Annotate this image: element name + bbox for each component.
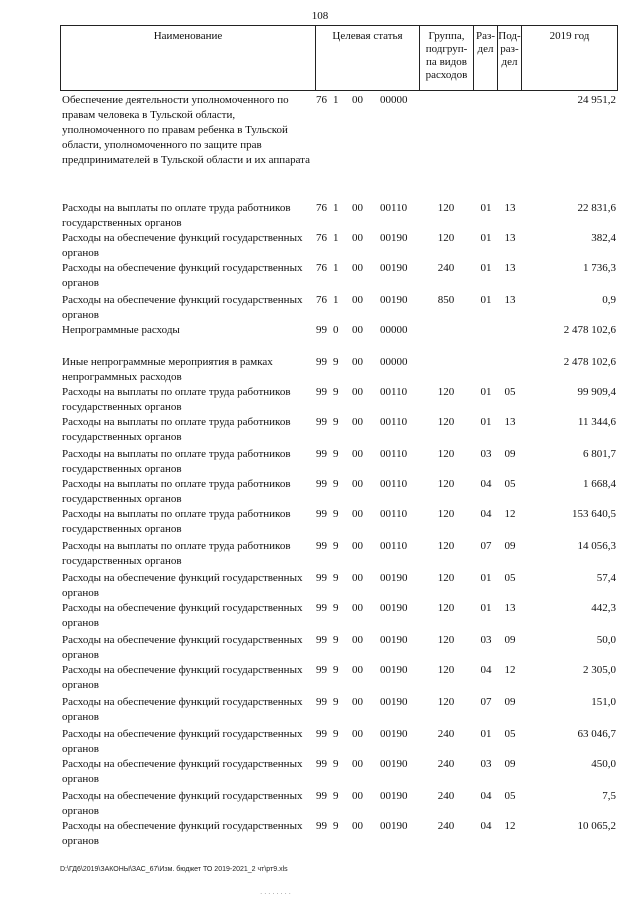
cell-name: Обеспечение деятельности уполномоченного по правам человека в Тульской области, уполномоченного по правам ребенка в Тульской области, уполномоченного по защите прав предпринимателей в Тульской области и их аппарата xyxy=(62,94,310,166)
cell-c3: 00 xyxy=(352,540,363,552)
cell-c3: 00 xyxy=(352,202,363,214)
cell-grp: 120 xyxy=(437,602,455,614)
cell-c1: 99 xyxy=(316,386,327,398)
cell-c2: 9 xyxy=(333,820,339,832)
cell-c1: 99 xyxy=(316,728,327,740)
header-podrazdel-line: Под- xyxy=(498,30,521,42)
header-year: 2019 год xyxy=(521,26,617,90)
cell-grp: 120 xyxy=(437,634,455,646)
cell-c1: 99 xyxy=(316,540,327,552)
cell-rz: 01 xyxy=(480,386,492,398)
cell-c2: 9 xyxy=(333,790,339,802)
cell-amt: 382,4 xyxy=(591,232,616,244)
table-header xyxy=(60,25,618,91)
cell-amt: 0,9 xyxy=(602,294,616,306)
cell-name: Расходы на выплаты по оплате труда работников государственных органов xyxy=(62,448,291,475)
cell-rz: 01 xyxy=(480,262,492,274)
cell-grp: 120 xyxy=(437,696,455,708)
cell-c3: 00 xyxy=(352,356,363,368)
cell-c4: 00190 xyxy=(380,634,408,646)
cell-name: Расходы на обеспечение функций государственных органов xyxy=(62,602,303,629)
cell-amt: 6 801,7 xyxy=(583,448,616,460)
page-number: 108 xyxy=(311,10,329,22)
cell-c3: 00 xyxy=(352,324,363,336)
cell-c2: 9 xyxy=(333,386,339,398)
cell-name: Расходы на выплаты по оплате труда работников государственных органов xyxy=(62,386,291,413)
cell-grp: 240 xyxy=(437,262,455,274)
cell-name: Расходы на обеспечение функций государственных органов xyxy=(62,232,303,259)
cell-c3: 00 xyxy=(352,294,363,306)
header-group-line: расходов xyxy=(425,69,468,81)
cell-c1: 76 xyxy=(316,262,327,274)
cell-rz: 07 xyxy=(480,540,492,552)
cell-grp: 240 xyxy=(437,790,455,802)
cell-amt: 2 305,0 xyxy=(583,664,616,676)
cell-name: Расходы на обеспечение функций государственных органов xyxy=(62,820,303,847)
cell-rz: 04 xyxy=(480,820,492,832)
file-path-footer: D:\ГД6\2019\ЗАКОНЫ\ЗАС_67\Изм. бюджет ТО 2019-2021_2 чт\рт9.xls xyxy=(60,866,288,873)
cell-name: Расходы на выплаты по оплате труда работников государственных органов xyxy=(62,540,291,567)
cell-name: Расходы на выплаты по оплате труда работников государственных органов xyxy=(62,508,291,535)
cell-rz: 01 xyxy=(480,232,492,244)
cell-name: Расходы на выплаты по оплате труда работников государственных органов xyxy=(62,478,291,505)
cell-c2: 9 xyxy=(333,356,339,368)
cell-rz: 04 xyxy=(480,478,492,490)
cell-c3: 00 xyxy=(352,820,363,832)
cell-c4: 00190 xyxy=(380,262,408,274)
cell-pr: 12 xyxy=(504,664,516,676)
cell-c2: 1 xyxy=(333,94,339,106)
cell-c4: 00110 xyxy=(380,202,408,214)
cell-c4: 00190 xyxy=(380,232,408,244)
cell-pr: 05 xyxy=(504,386,516,398)
cell-c2: 9 xyxy=(333,602,339,614)
cell-c1: 99 xyxy=(316,634,327,646)
cell-pr: 05 xyxy=(504,728,516,740)
cell-c2: 9 xyxy=(333,416,339,428)
cell-c4: 00110 xyxy=(380,448,408,460)
header-group-line: подгруп- xyxy=(425,43,468,55)
cell-pr: 12 xyxy=(504,508,516,520)
cell-grp: 240 xyxy=(437,728,455,740)
cell-c3: 00 xyxy=(352,634,363,646)
cell-grp: 120 xyxy=(437,448,455,460)
cell-c2: 0 xyxy=(333,324,339,336)
cell-grp: 120 xyxy=(437,664,455,676)
cell-c4: 00190 xyxy=(380,820,408,832)
cell-c1: 76 xyxy=(316,232,327,244)
cell-c3: 00 xyxy=(352,696,363,708)
cell-c3: 00 xyxy=(352,262,363,274)
cell-rz: 04 xyxy=(480,790,492,802)
cell-c1: 99 xyxy=(316,758,327,770)
cell-c1: 99 xyxy=(316,820,327,832)
cell-rz: 03 xyxy=(480,634,492,646)
cell-pr: 12 xyxy=(504,820,516,832)
cell-amt: 153 640,5 xyxy=(572,508,616,520)
cell-c1: 76 xyxy=(316,202,327,214)
cell-amt: 11 344,6 xyxy=(577,416,616,428)
cell-amt: 1 668,4 xyxy=(583,478,616,490)
cell-c4: 00190 xyxy=(380,696,408,708)
cell-amt: 24 951,2 xyxy=(577,94,616,106)
cell-name: Расходы на обеспечение функций государственных органов xyxy=(62,664,303,691)
cell-c4: 00110 xyxy=(380,386,408,398)
cell-c4: 00190 xyxy=(380,294,408,306)
cell-c2: 9 xyxy=(333,572,339,584)
cell-grp: 240 xyxy=(437,820,455,832)
cell-c3: 00 xyxy=(352,416,363,428)
cell-amt: 14 056,3 xyxy=(577,540,616,552)
cell-name: Расходы на выплаты по оплате труда работников государственных органов xyxy=(62,416,291,443)
header-podrazdel xyxy=(497,26,521,90)
cell-c1: 99 xyxy=(316,478,327,490)
cell-c4: 00110 xyxy=(380,540,408,552)
cell-pr: 13 xyxy=(504,416,516,428)
cell-grp: 850 xyxy=(437,294,455,306)
cell-rz: 01 xyxy=(480,416,492,428)
cell-amt: 57,4 xyxy=(596,572,616,584)
cell-grp: 120 xyxy=(437,386,455,398)
cell-c4: 00190 xyxy=(380,572,408,584)
cell-c2: 9 xyxy=(333,540,339,552)
cell-c1: 99 xyxy=(316,602,327,614)
cell-c1: 99 xyxy=(316,448,327,460)
cell-name: Расходы на обеспечение функций государственных органов xyxy=(62,728,303,755)
cell-c2: 1 xyxy=(333,262,339,274)
header-group xyxy=(419,26,473,90)
cell-amt: 7,5 xyxy=(602,790,616,802)
cell-pr: 05 xyxy=(504,790,516,802)
cell-pr: 13 xyxy=(504,232,516,244)
cell-c2: 9 xyxy=(333,508,339,520)
cell-grp: 120 xyxy=(437,572,455,584)
cell-c1: 76 xyxy=(316,94,327,106)
header-group-line: па видов xyxy=(426,56,467,68)
cell-c4: 00110 xyxy=(380,508,408,520)
cell-pr: 05 xyxy=(504,572,516,584)
cell-c2: 9 xyxy=(333,758,339,770)
cell-c4: 00110 xyxy=(380,478,408,490)
cell-name: Расходы на обеспечение функций государственных органов xyxy=(62,696,303,723)
cell-amt: 1 736,3 xyxy=(583,262,616,274)
cell-pr: 09 xyxy=(504,540,516,552)
cell-rz: 03 xyxy=(480,758,492,770)
cell-c2: 1 xyxy=(333,202,339,214)
cell-c4: 00190 xyxy=(380,790,408,802)
cell-name: Расходы на обеспечение функций государственных органов xyxy=(62,262,303,289)
cell-amt: 63 046,7 xyxy=(577,728,616,740)
cell-c1: 99 xyxy=(316,572,327,584)
cell-amt: 2 478 102,6 xyxy=(563,356,616,368)
cell-c4: 00000 xyxy=(380,324,408,336)
cell-c2: 9 xyxy=(333,664,339,676)
cell-c2: 9 xyxy=(333,728,339,740)
cell-grp: 120 xyxy=(437,478,455,490)
cell-c2: 9 xyxy=(333,448,339,460)
cell-grp: 120 xyxy=(437,540,455,552)
cell-amt: 450,0 xyxy=(591,758,616,770)
cell-c2: 1 xyxy=(333,232,339,244)
cell-name: Непрограммные расходы xyxy=(62,324,180,336)
cell-c2: 9 xyxy=(333,478,339,490)
cell-c3: 00 xyxy=(352,572,363,584)
cell-c3: 00 xyxy=(352,508,363,520)
cell-pr: 09 xyxy=(504,696,516,708)
cell-pr: 13 xyxy=(504,602,516,614)
cell-c3: 00 xyxy=(352,758,363,770)
cell-grp: 120 xyxy=(437,232,455,244)
cell-pr: 09 xyxy=(504,448,516,460)
cell-rz: 01 xyxy=(480,572,492,584)
cell-c4: 00190 xyxy=(380,664,408,676)
cell-c2: 9 xyxy=(333,634,339,646)
cell-pr: 05 xyxy=(504,478,516,490)
cell-c1: 99 xyxy=(316,508,327,520)
header-razdel-line: Раз- xyxy=(475,30,495,42)
cell-rz: 01 xyxy=(480,202,492,214)
cell-amt: 99 909,4 xyxy=(577,386,616,398)
cell-c1: 99 xyxy=(316,356,327,368)
cell-c1: 99 xyxy=(316,696,327,708)
cell-c3: 00 xyxy=(352,728,363,740)
cell-grp: 240 xyxy=(437,758,455,770)
cell-name: Расходы на выплаты по оплате труда работников государственных органов xyxy=(62,202,291,229)
cell-c4: 00000 xyxy=(380,94,408,106)
cell-grp: 120 xyxy=(437,416,455,428)
cell-c3: 00 xyxy=(352,232,363,244)
cell-c1: 99 xyxy=(316,790,327,802)
cell-c4: 00190 xyxy=(380,602,408,614)
header-name: Наименование xyxy=(153,30,223,42)
header-razdel xyxy=(473,26,497,90)
header-podrazdel-line: дел xyxy=(501,56,518,68)
header-razdel-line: дел xyxy=(477,43,494,55)
cell-grp: 120 xyxy=(437,508,455,520)
cell-c4: 00110 xyxy=(380,416,408,428)
cell-amt: 2 478 102,6 xyxy=(563,324,616,336)
cell-c2: 1 xyxy=(333,294,339,306)
cell-rz: 01 xyxy=(480,602,492,614)
cell-c1: 99 xyxy=(316,416,327,428)
cell-c2: 9 xyxy=(333,696,339,708)
cell-name: Расходы на обеспечение функций государственных органов xyxy=(62,790,303,817)
cell-amt: 442,3 xyxy=(591,602,616,614)
cell-c4: 00190 xyxy=(380,758,408,770)
header-podrazdel-line: раз- xyxy=(500,43,519,55)
cell-pr: 13 xyxy=(504,262,516,274)
cell-c3: 00 xyxy=(352,386,363,398)
cell-c1: 99 xyxy=(316,664,327,676)
header-group-line: Группа, xyxy=(428,30,465,42)
cell-rz: 01 xyxy=(480,294,492,306)
cell-c3: 00 xyxy=(352,478,363,490)
cell-rz: 04 xyxy=(480,508,492,520)
cell-c4: 00190 xyxy=(380,728,408,740)
cell-name: Иные непрограммные мероприятия в рамках непрограммных расходов xyxy=(62,356,273,383)
cell-amt: 151,0 xyxy=(591,696,616,708)
cell-c4: 00000 xyxy=(380,356,408,368)
cell-pr: 13 xyxy=(504,202,516,214)
cell-amt: 50,0 xyxy=(596,634,616,646)
header-target: Целевая статья xyxy=(315,26,419,90)
cell-c3: 00 xyxy=(352,602,363,614)
cell-c3: 00 xyxy=(352,94,363,106)
cell-c1: 99 xyxy=(316,324,327,336)
cell-name: Расходы на обеспечение функций государственных органов xyxy=(62,572,303,599)
cell-name: Расходы на обеспечение функций государственных органов xyxy=(62,294,303,321)
cell-pr: 09 xyxy=(504,634,516,646)
cell-amt: 10 065,2 xyxy=(577,820,616,832)
cell-grp: 120 xyxy=(437,202,455,214)
cell-pr: 09 xyxy=(504,758,516,770)
cell-c3: 00 xyxy=(352,448,363,460)
cell-rz: 03 xyxy=(480,448,492,460)
cell-c3: 00 xyxy=(352,790,363,802)
cell-name: Расходы на обеспечение функций государственных органов xyxy=(62,634,303,661)
cell-rz: 04 xyxy=(480,664,492,676)
cell-pr: 13 xyxy=(504,294,516,306)
cell-name: Расходы на обеспечение функций государственных органов xyxy=(62,758,303,785)
bottom-mark: · · · · · · · · xyxy=(260,890,291,898)
cell-c3: 00 xyxy=(352,664,363,676)
cell-rz: 07 xyxy=(480,696,492,708)
cell-amt: 22 831,6 xyxy=(577,202,616,214)
cell-rz: 01 xyxy=(480,728,492,740)
cell-c1: 76 xyxy=(316,294,327,306)
